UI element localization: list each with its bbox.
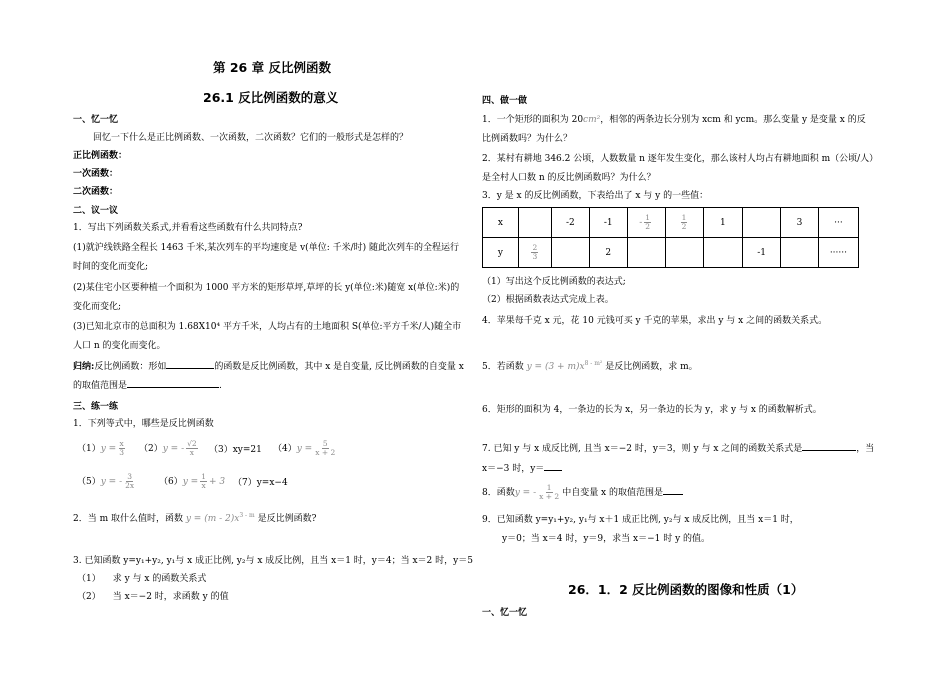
- part1-heading: 一、忆一忆: [73, 115, 119, 125]
- practice-1-text: 1．下列等式中，哪些是反比例函数: [73, 419, 214, 429]
- summary-blank-2[interactable]: [127, 378, 219, 388]
- option-6: （6）y = $\frac{1}{x}$ + 3: [159, 472, 226, 490]
- part4-heading: 四、做一做: [482, 96, 528, 106]
- section-title: 26.1 反比例函数的意义: [203, 90, 339, 105]
- fraction-1: $\frac{x}{3}$: [119, 439, 125, 457]
- task-3-text: 3．y 是 x 的反比例函数，下表给出了 x 与 y 的一些值：: [482, 191, 709, 201]
- task-3-sub-1: （1）写出这个反比例函数的表达式;: [482, 277, 626, 287]
- discussion-item-1: (1)就沪线铁路全程长 1463 千米,某次列车的平均速度是 v(单位: 千米/时) 随此次列车的全程运行时间的变化而变化;: [73, 243, 459, 272]
- fraction-5: $\frac{3}{2x}$: [125, 472, 135, 490]
- label-linear: 一次函数：: [73, 169, 119, 179]
- practice-2: 2．当 m 取什么值时，函数 $y = (m - 2)x^{3 - m}$ 是反比例函数?: [73, 512, 317, 524]
- summary-blank-1[interactable]: [166, 359, 214, 369]
- section2-heading: 一、忆一忆: [482, 608, 528, 618]
- task-7: 7. 已知 y 与 x 成反比例, 且当 x＝−2 时，y＝3，则 y 与 x 之间的函数关系式是 ，当 x＝−3 时，y＝: [482, 439, 876, 479]
- option-5: （5）y = - $\frac{3}{2x}$: [77, 472, 135, 490]
- discussion-item-2: (2)某住宅小区要种植一个面积为 1000 平方米的矩形草坪,草坪的长 y(单位:米)随宽 x(单位:米)的变化而变化;: [73, 283, 460, 312]
- summary-text-1: 反比例函数：形如: [94, 362, 167, 372]
- summary: 归纳:反比例函数：形如 的函数是反比例函数，其中 x 是自变量, 反比例函数的自变量 x 的取值范围是 .: [73, 358, 469, 396]
- task-8: 8．函数y = - $\frac{1}{x + 2}$ 中自变量 x 的取值范围是: [482, 484, 683, 501]
- option-1: （1）y = $\frac{x}{3}$: [77, 439, 125, 457]
- label-direct-proportion: 正比例函数：: [73, 151, 128, 161]
- chapter-title: 第 26 章 反比例函数: [213, 60, 331, 75]
- summary-text-2: 的函数是反比例函数，其中 x 是自变量, 反比例函数的自变量 x 的取值范围是: [73, 362, 464, 391]
- summary-label: 归纳:: [73, 362, 95, 372]
- task-7-blank-1[interactable]: [802, 441, 856, 451]
- option-3: （3）xy=21: [209, 445, 262, 455]
- table-row-y: y $\frac{2}{3}$ 2 -1 ······: [483, 238, 859, 268]
- label-quadratic: 二次函数：: [73, 187, 119, 197]
- practice-3-sub-2: （2） 当 x＝−2 时，求函数 y 的值: [77, 592, 229, 602]
- task-2: 2．某村有耕地 346.2 公顷，人数数量 n 逐年发生变化，那么该村人均占有耕地面积 m（公顷/人）是全村人口数 n 的反比例函数吗？为什么？: [482, 154, 874, 183]
- practice-3-sub-1: （1） 求 y 与 x 的函数关系式: [77, 574, 207, 584]
- task-3-sub-2: （2）根据函数表达式完成上表。: [482, 295, 614, 305]
- practice-3: 3. 已知函数 y=y₁+y₂, y₁与 x 成正比例, y₂与 x 成反比例，且当 x＝1 时，y＝4；当 x＝2 时，y＝5: [73, 556, 473, 566]
- task-9-line-2: y＝0；当 x＝4 时，y＝9，求当 x＝−1 时 y 的值。: [502, 534, 711, 544]
- table-row-x: x -2 -1 - $\frac{1}{2}$ $\frac{1}{2}$ 1 3 ···: [483, 208, 859, 238]
- task-6: 6．矩形的面积为 4，一条边的长为 x，另一条边的长为 y，求 y 与 x 的函数解析式。: [482, 405, 822, 415]
- task-9-line-1: 9．已知函数 y=y₁+y₂, y₁与 x＋1 成正比例, y₂与 x 成反比例，且当 x＝1 时，: [482, 515, 799, 525]
- discussion-item-3: (3)已知北京市的总面积为 1.68X10⁴ 平方千米，人均占有的土地面积 S(单位:平方千米/人)随全市人口 n 的变化而变化。: [73, 322, 462, 351]
- task-1: 1．一个矩形的面积为 20cm²，相邻的两条边长分别为 xcm 和 ycm。那么变量 y 是变量 x 的反比例函数吗？为什么？: [482, 115, 866, 144]
- task-7-blank-2[interactable]: [544, 461, 562, 471]
- task-8-blank[interactable]: [663, 485, 683, 495]
- fraction-4: $\frac{5}{x + 2}$: [315, 439, 336, 457]
- part2-heading: 二、议一议: [73, 206, 119, 216]
- option-7: （7）y=x−4: [233, 478, 288, 488]
- fraction-2: $\frac{√2}{x}$: [187, 439, 197, 457]
- fraction-6: $\frac{1}{x}$: [201, 472, 207, 490]
- option-2: （2）y = - $\frac{√2}{x}$: [139, 439, 197, 457]
- option-4: （4）y = $\frac{5}{x + 2}$: [273, 439, 336, 457]
- discussion-question: 1．写出下列函数关系式,并看看这些函数有什么共同特点?: [73, 223, 303, 233]
- section2-title: 26．1．2 反比例函数的图像和性质（1）: [568, 582, 804, 597]
- xy-value-table: [482, 207, 859, 268]
- task-4: 4．苹果每千克 x 元，花 10 元钱可买 y 千克的苹果，求出 y 与 x 之间的函数关系式。: [482, 316, 828, 326]
- task-5: 5．若函数 $y = (3 + m)x^{8 - m^2}$ 是反比例函数，求 m。: [482, 360, 698, 372]
- part1-text: 回忆一下什么是正比例函数、一次函数，二次函数？它们的一般形式是怎样的？: [93, 133, 409, 143]
- part3-heading: 三、练一练: [73, 402, 119, 412]
